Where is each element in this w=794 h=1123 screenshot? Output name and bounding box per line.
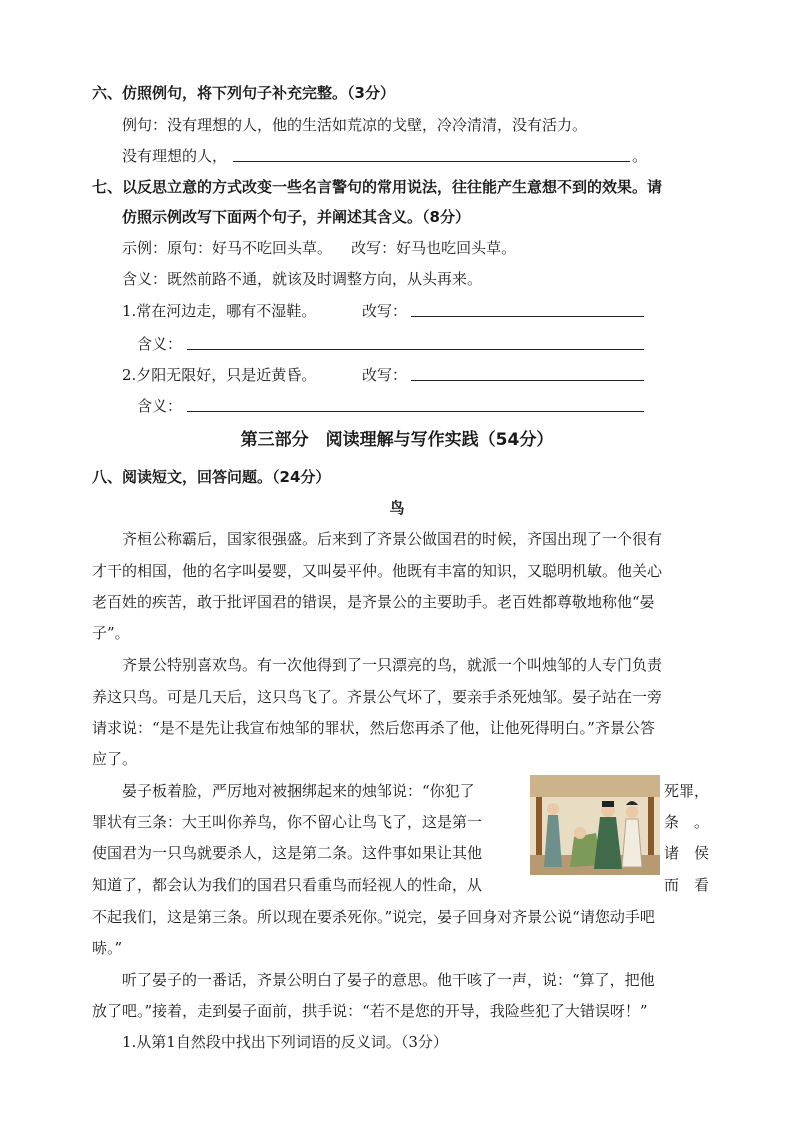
q7-item1-rewrite-blank[interactable] bbox=[411, 316, 644, 317]
story-p2-line3: 请求说：“是不是先让我宣布烛邹的罪状，然后您再杀了他，让他死得明白。”齐景公答 bbox=[92, 719, 655, 737]
q6-example: 例句：没有理想的人，他的生活如荒凉的戈壁，冷冷清清，没有活力。 bbox=[122, 116, 588, 134]
story-p3-line3b: 诸 侯 bbox=[664, 844, 710, 862]
q7-item2-meaning-blank[interactable] bbox=[187, 411, 644, 412]
story-p3-line4b: 而 看 bbox=[664, 876, 710, 894]
q7-item2-rewrite-blank[interactable] bbox=[411, 380, 644, 381]
story-p1-line4: 子”。 bbox=[92, 624, 130, 642]
q7-heading-line1: 七、以反思立意的方式改变一些名言警句的常用说法，往往能产生意想不到的效果。请 bbox=[92, 178, 663, 196]
story-p3-line1a: 晏子板着脸，严厉地对被捆绑起来的烛邹说：“你犯了 bbox=[122, 782, 475, 800]
story-p4-line1: 听了晏子的一番话，齐景公明白了晏子的意思。他干咳了一声，说：“算了，把他 bbox=[122, 971, 655, 989]
story-illustration bbox=[530, 775, 660, 875]
story-p1-line3: 老百姓的疾苦，敢于批评国君的错误，是齐景公的主要助手。老百姓都尊敬地称他“晏 bbox=[92, 593, 655, 611]
story-p3-line3a: 使国君为一只鸟就要杀人，这是第二条。这件事如果让其他 bbox=[92, 844, 483, 862]
story-title: 鸟 bbox=[389, 499, 405, 517]
q6-prompt: 没有理想的人， bbox=[122, 147, 228, 165]
q6-heading: 六、仿照例句，将下列句子补充完整。（3分） bbox=[92, 84, 395, 102]
q7-item2-meaning-label: 含义： bbox=[137, 397, 183, 415]
q8-sub-question-1: 1.从第1自然段中找出下列词语的反义词。（3分） bbox=[122, 1033, 448, 1051]
q7-item1-meaning-blank[interactable] bbox=[187, 349, 644, 350]
q6-period: 。 bbox=[632, 147, 648, 165]
story-p3-line6: 哧。” bbox=[92, 939, 123, 957]
court-scene-image bbox=[530, 775, 660, 875]
q7-example-meaning: 含义：既然前路不通，就该及时调整方向，从头再来。 bbox=[122, 270, 483, 288]
story-p3-line5: 不起我们，这是第三条。所以现在要杀死你。”说完，晏子回身对齐景公说“请您动手吧 bbox=[92, 908, 655, 926]
q7-item2: 2.夕阳无限好，只是近黄昏。 bbox=[122, 366, 317, 384]
q6-answer-blank[interactable] bbox=[233, 161, 630, 162]
story-p3-line2b: 条 。 bbox=[664, 813, 710, 831]
q7-heading-line2: 仿照示例改写下面两个句子，并阐述其含义。（8分） bbox=[122, 208, 470, 226]
part3-title: 第三部分 阅读理解与写作实践（54分） bbox=[240, 430, 554, 450]
story-p2-line1: 齐景公特别喜欢鸟。有一次他得到了一只漂亮的鸟，就派一个叫烛邹的人专门负责 bbox=[122, 656, 663, 674]
story-p3-line4a: 知道了，都会认为我们的国君只看重鸟而轻视人的性命，从 bbox=[92, 876, 483, 894]
q7-item1-meaning-label: 含义： bbox=[137, 335, 183, 353]
story-p1-line1: 齐桓公称霸后，国家很强盛。后来到了齐景公做国君的时候，齐国出现了一个很有 bbox=[122, 530, 663, 548]
q7-example: 示例：原句：好马不吃回头草。 改写：好马也吃回头草。 bbox=[122, 239, 517, 257]
q7-item1-rewrite-label: 改写： bbox=[362, 302, 408, 320]
story-p1-line2: 才干的相国，他的名字叫晏婴，又叫晏平仲。他既有丰富的知识，又聪明机敏。他关心 bbox=[92, 562, 663, 580]
q7-item1: 1.常在河边走，哪有不湿鞋。 bbox=[122, 302, 317, 320]
story-p4-line2: 放了吧。”接着，走到晏子面前，拱手说：“若不是您的开导，我险些犯了大错误呀！” bbox=[92, 1002, 648, 1020]
q7-item2-rewrite-label: 改写： bbox=[362, 366, 408, 384]
q8-heading: 八、阅读短文，回答问题。（24分） bbox=[92, 468, 331, 486]
story-p2-line4: 应了。 bbox=[92, 750, 138, 768]
story-p3-line2a: 罪状有三条：大王叫你养鸟，你不留心让鸟飞了，这是第一 bbox=[92, 813, 483, 831]
story-p3-line1b: 死罪， bbox=[664, 782, 710, 800]
story-p2-line2: 养这只鸟。可是几天后，这只鸟飞了。齐景公气坏了，要亲手杀死烛邹。晏子站在一旁 bbox=[92, 688, 663, 706]
